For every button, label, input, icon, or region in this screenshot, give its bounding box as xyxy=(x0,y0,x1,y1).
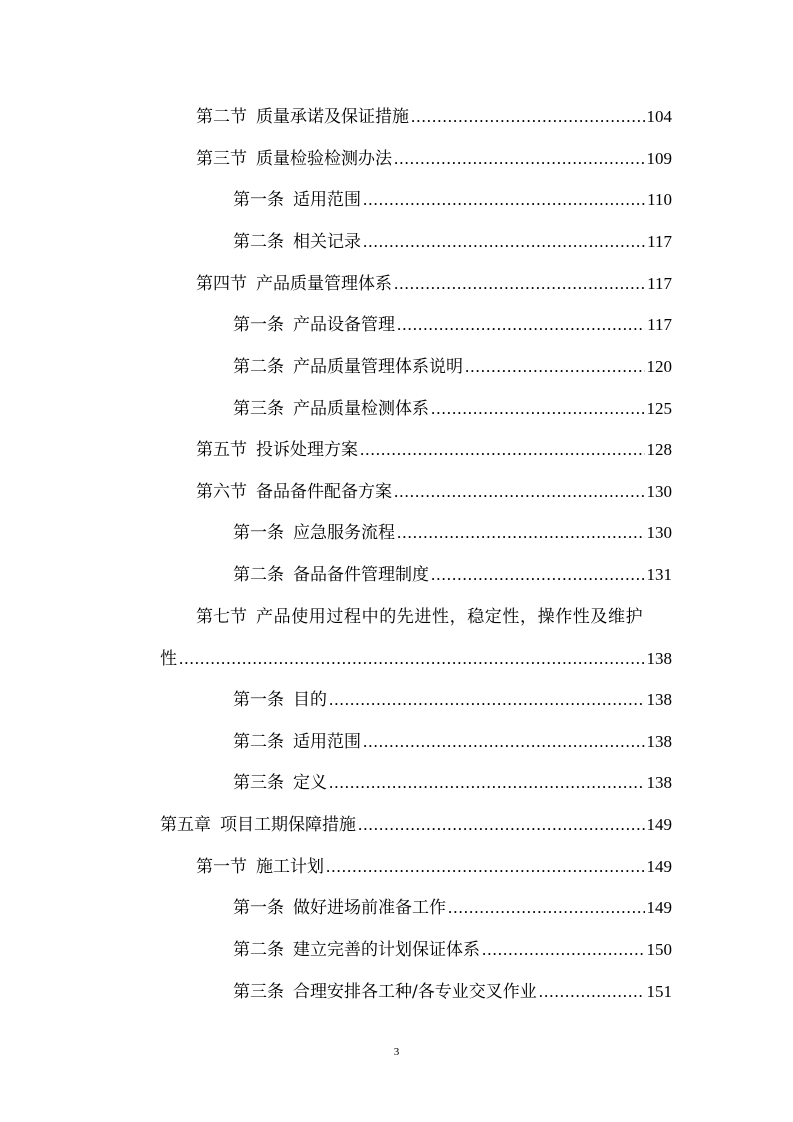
toc-entry-page: 117 xyxy=(647,232,672,251)
dot-leader xyxy=(329,687,645,713)
toc-entry-title: 备品备件配备方案 xyxy=(256,482,392,502)
toc-entry[interactable] xyxy=(196,271,672,297)
toc-entry[interactable] xyxy=(196,104,672,130)
toc-entry-title: 投诉处理方案 xyxy=(256,440,358,460)
toc-entry[interactable] xyxy=(233,895,672,921)
toc-entry-title: 产品质量管理体系说明 xyxy=(293,357,463,377)
toc-entry[interactable] xyxy=(196,146,672,172)
toc-entry-page: 138 xyxy=(646,649,672,668)
toc-entry-number: 第三节 xyxy=(196,149,247,169)
toc-entry-page: 150 xyxy=(646,940,672,959)
toc-entry-page: 130 xyxy=(646,523,672,542)
toc-entry[interactable] xyxy=(233,520,672,546)
dot-leader xyxy=(360,437,645,463)
toc-entry-page: 109 xyxy=(646,149,672,168)
toc-entry-page: 138 xyxy=(646,690,672,709)
dot-leader xyxy=(431,396,645,422)
toc-entry[interactable] xyxy=(233,937,672,963)
dot-leader xyxy=(329,770,645,796)
dot-leader xyxy=(363,229,645,255)
dot-leader xyxy=(465,354,645,380)
toc-entry-page: 138 xyxy=(646,732,672,751)
toc-entry-number: 第二条 xyxy=(233,565,284,585)
dot-leader xyxy=(363,187,645,213)
toc-entry-number: 第四节 xyxy=(196,274,247,294)
toc-entry-number: 第一条 xyxy=(233,690,284,710)
toc-entry[interactable] xyxy=(233,312,672,338)
toc-entry-page: 149 xyxy=(646,857,672,876)
toc-entry-title: 质量检验检测办法 xyxy=(256,149,392,169)
toc-entry-number: 第一条 xyxy=(233,898,284,918)
toc-entry-number: 第五章 xyxy=(160,815,211,835)
toc-entry-page: 149 xyxy=(646,815,672,834)
toc-entry-continuation[interactable] xyxy=(160,646,672,672)
toc-entry-number: 第六节 xyxy=(196,482,247,502)
dot-leader xyxy=(539,979,645,1005)
toc-entry-number: 第三条 xyxy=(233,399,284,419)
toc-entry-page: 110 xyxy=(647,190,672,209)
toc-entry-title: 适用范围 xyxy=(293,732,361,752)
dot-leader xyxy=(411,104,645,130)
toc-entry-title: 产品使用过程中的先进性，稳定性，操作性及维护 xyxy=(256,607,644,627)
dot-leader xyxy=(179,646,645,672)
toc-entry-title: 适用范围 xyxy=(293,190,361,210)
toc-entry-title: 产品质量检测体系 xyxy=(293,399,429,419)
toc-entry-number: 第二节 xyxy=(196,107,247,127)
toc-entry-page: 117 xyxy=(647,315,672,334)
toc-entry[interactable] xyxy=(233,562,672,588)
toc-entry-number: 第一条 xyxy=(233,523,284,543)
toc-entry[interactable] xyxy=(233,729,672,755)
toc-entry[interactable] xyxy=(233,354,672,380)
toc-entry-number: 第二条 xyxy=(233,232,284,252)
toc-entry[interactable] xyxy=(196,437,672,463)
toc-entry-title: 施工计划 xyxy=(256,857,324,877)
toc-entry[interactable] xyxy=(233,396,672,422)
toc-entry[interactable] xyxy=(233,229,672,255)
toc-entry-page: 138 xyxy=(646,773,672,792)
toc-entry-number: 第一条 xyxy=(233,190,284,210)
toc-entry-number: 第二条 xyxy=(233,940,284,960)
toc-entry-title: 做好进场前准备工作 xyxy=(293,898,446,918)
toc-entry-number: 第二条 xyxy=(233,357,284,377)
toc-entry-number: 第一条 xyxy=(233,315,284,335)
dot-leader xyxy=(358,812,645,838)
toc-entry-title: 目的 xyxy=(293,690,327,710)
toc-entry-page: 149 xyxy=(646,898,672,917)
toc-entry-title: 相关记录 xyxy=(293,232,361,252)
dot-leader xyxy=(482,937,645,963)
toc-entry-wrapped[interactable] xyxy=(196,604,672,630)
toc-entry-number: 第七节 xyxy=(196,607,247,627)
toc-entry-number: 第三条 xyxy=(233,982,284,1002)
toc-entry[interactable] xyxy=(233,979,672,1005)
toc-entry-page: 117 xyxy=(647,274,672,293)
toc-entry[interactable] xyxy=(196,854,672,880)
toc-entry-number: 第五节 xyxy=(196,440,247,460)
dot-leader xyxy=(394,146,645,172)
toc-entry-number: 第一节 xyxy=(196,857,247,877)
toc-entry-page: 120 xyxy=(646,357,672,376)
toc-entry-title: 备品备件管理制度 xyxy=(293,565,429,585)
toc-entry[interactable] xyxy=(196,479,672,505)
toc-entry-page: 128 xyxy=(646,440,672,459)
toc-entry-page: 104 xyxy=(646,107,672,126)
toc-entry[interactable] xyxy=(160,812,672,838)
toc-entry-page: 151 xyxy=(646,982,672,1001)
toc-entry-title: 定义 xyxy=(293,773,327,793)
toc-entry[interactable] xyxy=(233,687,672,713)
toc-entry-page: 131 xyxy=(646,565,672,584)
toc-entry-title: 合理安排各工种/各专业交叉作业 xyxy=(293,982,537,1002)
dot-leader xyxy=(448,895,645,921)
dot-leader xyxy=(363,729,645,755)
toc-entry-title: 建立完善的计划保证体系 xyxy=(293,940,480,960)
toc-entry-number: 第二条 xyxy=(233,732,284,752)
toc-entry-number: 第三条 xyxy=(233,773,284,793)
toc-entry-title-continuation: 性 xyxy=(160,649,177,669)
dot-leader xyxy=(394,271,645,297)
toc-entry-page: 125 xyxy=(646,399,672,418)
toc-entry-title: 产品质量管理体系 xyxy=(256,274,392,294)
toc-entry-title: 应急服务流程 xyxy=(293,523,395,543)
dot-leader xyxy=(397,520,645,546)
toc-entry-title: 项目工期保障措施 xyxy=(220,815,356,835)
page-number: 3 xyxy=(393,1046,400,1058)
dot-leader xyxy=(431,562,645,588)
dot-leader xyxy=(397,312,645,338)
dot-leader xyxy=(394,479,645,505)
toc-entry[interactable] xyxy=(233,187,672,213)
toc-entry-title: 产品设备管理 xyxy=(293,315,395,335)
dot-leader xyxy=(326,854,645,880)
toc-entry-title: 质量承诺及保证措施 xyxy=(256,107,409,127)
toc-entry-page: 130 xyxy=(646,482,672,501)
toc-entry[interactable] xyxy=(233,770,672,796)
